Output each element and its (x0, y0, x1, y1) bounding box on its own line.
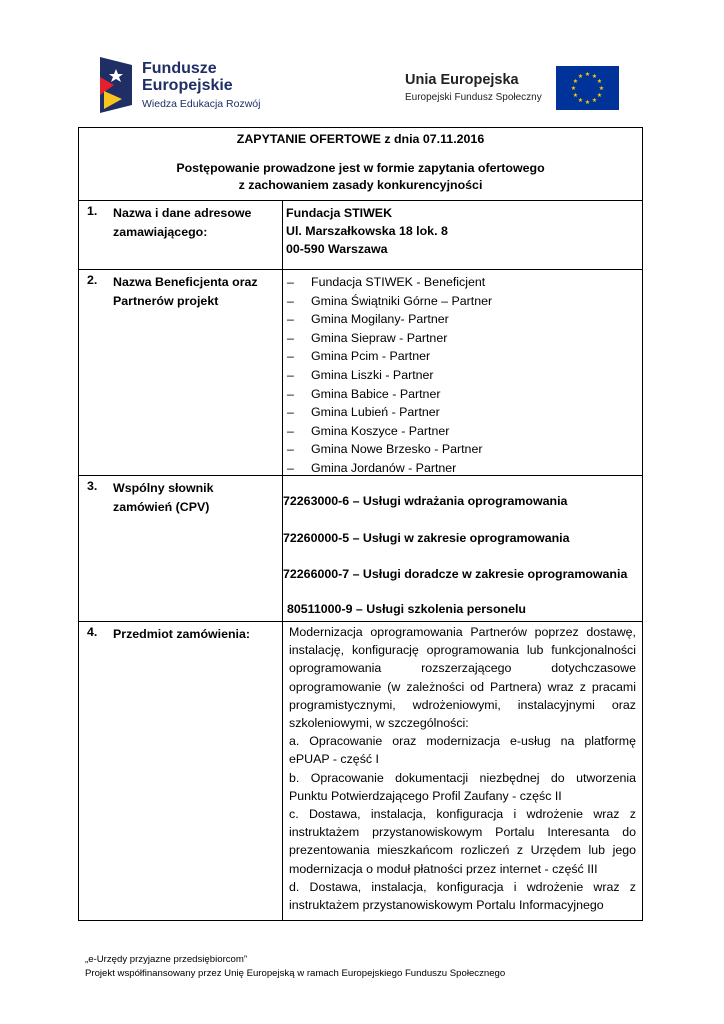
cpv-code: 80511000-9 – Usługi szkolenia personelu (287, 602, 526, 616)
section-number: 3. (87, 479, 98, 493)
svg-text:★: ★ (577, 97, 584, 104)
offer-request-table (78, 127, 643, 921)
cpv-code: 72263000-6 – Usługi wdrażania oprogramowania (283, 494, 568, 508)
list-item: – Gmina Siepraw - Partner (283, 329, 642, 348)
section-4-row (79, 622, 642, 921)
footer-cofinancing-note: Projekt współfinansowany przez Unię Europejską w ramach Europejskiego Funduszu Społecznego (85, 968, 506, 979)
svg-text:★: ★ (577, 73, 584, 80)
section-number: 1. (87, 204, 98, 218)
section-label: Wspólny słownik zamówień (CPV) (113, 481, 214, 514)
section-value (282, 622, 642, 921)
fe-subtitle: Wiedza Edukacja Rozwój (142, 98, 261, 110)
svg-text:★: ★ (591, 97, 598, 104)
list-item: – Gmina Babice - Partner (283, 385, 642, 404)
svg-text:★: ★ (572, 78, 579, 85)
svg-text:★: ★ (596, 78, 603, 85)
list-item: – Gmina Świątniki Górne – Partner (283, 292, 642, 311)
section-value (282, 270, 642, 475)
svg-text:★: ★ (596, 92, 603, 99)
partners-list (283, 270, 642, 478)
subject-paragraph: Modernizacja oprogramowania Partnerów poprzez dostawę, instalację, konfigurację oprogramowania lub funkcjonalności oprogramowania rozszerzającego dotychczasowe oprogramowanie (w zależności od Partnera) wraz z pracami programistycznymi, wdrożeniowymi, instalacyjnymi oraz szkoleniowymi, w szczególności: (289, 625, 636, 731)
svg-text:★: ★ (570, 85, 577, 92)
fe-title-line2: Europejskie (142, 77, 233, 94)
footer (85, 953, 505, 981)
intro-line-1: Postępowanie prowadzone jest w formie zapytania ofertowego (176, 161, 545, 175)
list-item: – Fundacja STIWEK - Beneficjent (283, 273, 642, 292)
subject-paragraph: c. Dostawa, instalacja, konfiguracja i wdrożenie wraz z instruktażem przystanowiskowym Portalu Interesanta do prezentowania mieszkańcom rozliczeń z Urzędem lub jego modernizacja o moduł płatności przez internet - część III (289, 807, 636, 876)
list-item: – Gmina Koszyce - Partner (283, 422, 642, 441)
unia-europejska-logo (405, 66, 620, 112)
section-number: 2. (87, 273, 98, 287)
contracting-authority-name: Fundacja STIWEK (286, 206, 393, 220)
ue-title: Unia Europejska (405, 72, 519, 88)
list-item: – Gmina Nowe Brzesko - Partner (283, 440, 642, 459)
section-label: Przedmiot zamówienia: (113, 627, 251, 641)
section-value (282, 201, 642, 269)
svg-text:★: ★ (584, 99, 591, 106)
fe-title-line1: Fundusze (142, 60, 217, 77)
subject-paragraph: a. Opracowanie oraz modernizacja e-usług na platformę ePUAP - część I (289, 734, 636, 767)
list-item: – Gmina Lubień - Partner (283, 403, 642, 422)
eu-flag-icon (556, 66, 619, 110)
document-header (79, 128, 642, 201)
list-item: – Gmina Jordanów - Partner (283, 459, 642, 478)
footer-project-name: „e-Urzędy przyjazne przedsiębiorcom” (85, 954, 248, 965)
section-3-row (79, 476, 642, 622)
section-1-row (79, 201, 642, 270)
ue-subtitle: Europejski Fundusz Społeczny (405, 92, 542, 103)
section-label: Nazwa Beneficjenta oraz Partnerów projekt (113, 275, 258, 308)
subject-paragraph: d. Dostawa, instalacja, konfiguracja i wdrożenie wraz z instruktażem przystanowiskowym Portalu Informacyjnego (289, 879, 636, 913)
svg-text:★: ★ (572, 92, 579, 99)
cpv-code: 72260000-5 – Usługi w zakresie oprogramowania (283, 531, 570, 545)
section-value (282, 476, 642, 621)
section-label: Nazwa i dane adresowe zamawiającego: (113, 206, 252, 239)
subject-paragraph: b. Opracowanie dokumentacji niezbędnej do utworzenia Punktu Potwierdzającego Profil Zaufany - częśc II (289, 770, 636, 803)
list-item: – Gmina Liszki - Partner (283, 366, 642, 385)
svg-text:★: ★ (584, 71, 591, 78)
fundusze-europejskie-logo (100, 57, 270, 113)
section-2-row (79, 270, 642, 476)
contracting-authority-city: 00-590 Warszawa (286, 242, 388, 256)
list-item: – Gmina Mogilany- Partner (283, 310, 642, 329)
fe-emblem-icon (100, 57, 132, 113)
cpv-code: 72266000-7 – Usługi doradcze w zakresie oprogramowania (283, 567, 628, 581)
list-item: – Gmina Pcim - Partner (283, 347, 642, 366)
contracting-authority-street: Ul. Marszałkowska 18 lok. 8 (286, 224, 448, 238)
document-title: ZAPYTANIE OFERTOWE z dnia 07.11.2016 (236, 132, 485, 146)
svg-text:★: ★ (591, 73, 598, 80)
section-number: 4. (87, 625, 98, 639)
subject-description (283, 622, 642, 914)
intro-line-2: z zachowaniem zasady konkurencyjności (238, 178, 483, 192)
svg-text:★: ★ (598, 85, 605, 92)
